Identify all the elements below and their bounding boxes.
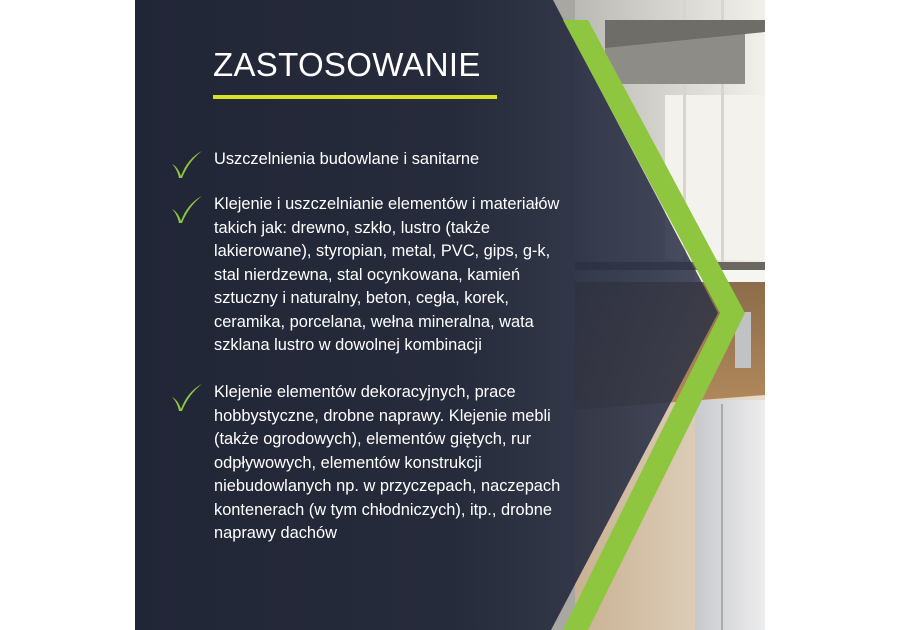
list-item-text: Klejenie i uszczelnianie elementów i materiałów takich jak: drewno, szkło, lustro (także lakierowane), styropian, metal, PVC, gips, g-k, stal nierdzewna, stal ocynkowana, kamień sztuczny i naturalny, beton, cegła, korek, ceramika, porcelana, wełna mineralna, wata szklana lustro w dowolnej kombinacji bbox=[214, 195, 560, 354]
page-title: ZASTOSOWANIE bbox=[213, 46, 481, 83]
list-item-text: Uszczelnienia budowlane i sanitarne bbox=[214, 150, 480, 168]
checkmark-icon bbox=[169, 381, 203, 415]
info-card bbox=[135, 0, 765, 630]
checkmark-icon bbox=[169, 193, 203, 227]
title-underline bbox=[213, 95, 497, 99]
list-item-text: Klejenie elementów dekoracyjnych, prace hobbystyczne, drobne naprawy. Klejenie mebli (także ogrodowych), elementów giętych, rur odpływowych, elementów konstrukcji niebudowlanych np. w przyczepach, naczepach kontenerach (w tym chłodniczych), itp., drobne naprawy dachów bbox=[214, 383, 561, 542]
checkmark-icon bbox=[169, 148, 203, 182]
